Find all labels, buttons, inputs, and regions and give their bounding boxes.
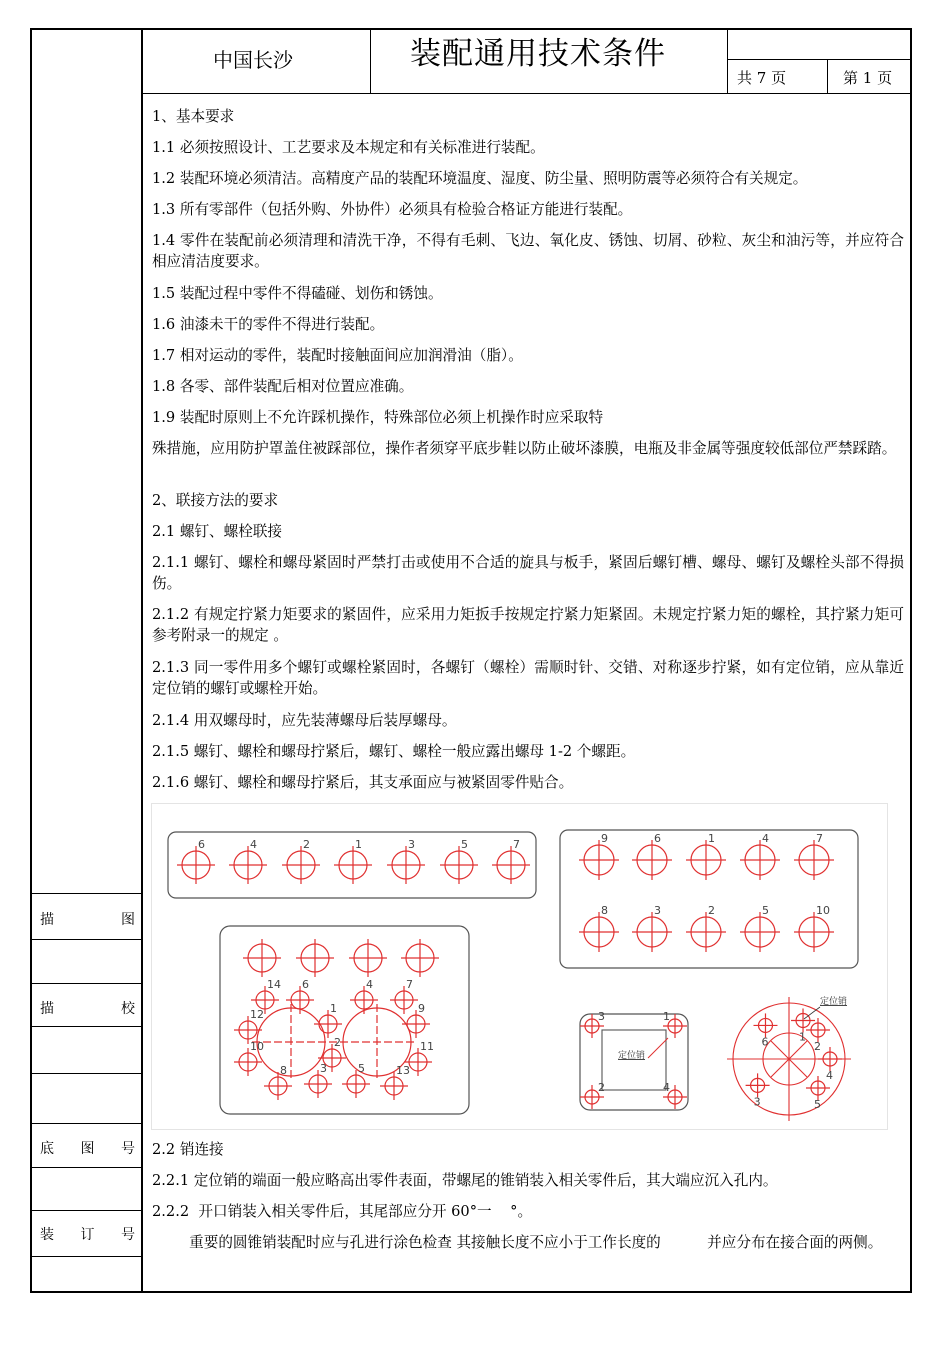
sequence-number: 2 <box>303 838 310 851</box>
side-char: 装 <box>40 1227 54 1243</box>
side-divider <box>30 1210 143 1211</box>
leader-line <box>648 1038 668 1058</box>
side-char: 描 <box>40 912 54 928</box>
sequence-number: 6 <box>654 832 661 845</box>
total-pages: 共 7 页 <box>737 69 787 87</box>
paragraph: 1.4 零件在装配前必须清理和清洗干净，不得有毛刺、飞边、氧化皮、锈蚀、切屑、砂粒、灰尘和油污等，并应符合相应清洁度要求。 <box>152 232 904 270</box>
sequence-number: 8 <box>601 904 608 917</box>
side-char: 校 <box>121 1001 135 1017</box>
tightening-diagram <box>152 804 887 1129</box>
paragraph: 2.2.2 开口销装入相关零件后，其尾部应分开 60°一 °。 <box>152 1203 533 1220</box>
sequence-number: 14 <box>267 978 281 991</box>
sequence-number: 1 <box>330 1002 337 1015</box>
paragraph: 2.1.2 有规定拧紧力矩要求的紧固件，应采用力矩扳手按规定拧紧力矩紧固。未规定拧紧力矩的螺栓，其拧紧力矩可参考附录一的规定 。 <box>152 606 904 644</box>
sequence-number: 2 <box>708 904 715 917</box>
sequence-number: 6 <box>302 978 309 991</box>
paragraph: 2.2.1 定位销的端面一般应略高出零件表面，带螺尾的锥销装入相关零件后，其大端应沉入孔内。 <box>152 1172 778 1189</box>
side-char: 订 <box>80 1227 95 1243</box>
paragraph: 2.1.4 用双螺母时，应先装薄螺母后装厚螺母。 <box>152 712 457 729</box>
sequence-number: 4 <box>826 1069 833 1082</box>
sequence-number: 3 <box>753 1095 761 1109</box>
sequence-number: 4 <box>250 838 257 851</box>
paragraph: 1.8 各零、部件装配后相对位置应准确。 <box>152 378 414 395</box>
side-char: 描 <box>40 1001 54 1017</box>
side-divider <box>30 939 143 940</box>
side-divider <box>30 1026 143 1027</box>
locating-pin-label: 定位销 <box>618 1051 646 1061</box>
side-divider <box>30 983 143 984</box>
sequence-number: 4 <box>366 978 373 991</box>
sequence-number: 10 <box>250 1040 264 1053</box>
sequence-number: 4 <box>762 832 769 845</box>
side-divider <box>30 893 143 894</box>
header-bottom-line <box>143 93 912 94</box>
paragraph: 2.1.5 螺钉、螺栓和螺母拧紧后，螺钉、螺栓一般应露出螺母 1-2 个螺距。 <box>152 743 636 760</box>
side-char: 号 <box>121 1141 135 1157</box>
sequence-number: 7 <box>406 978 413 991</box>
paragraph: 1.9 装配时原则上不允许踩机操作，特殊部位必须上机操作时应采取特 <box>152 409 604 426</box>
location-label: 中国长沙 <box>213 48 293 72</box>
leader-line <box>804 1007 820 1019</box>
sequence-number: 3 <box>598 1010 605 1023</box>
sequence-number: 2 <box>598 1081 605 1094</box>
side-char: 图 <box>80 1141 95 1157</box>
side-label-miao-tu <box>40 909 135 929</box>
sequence-number: 1 <box>355 838 362 851</box>
binding-column <box>30 28 143 1293</box>
sequence-number: 1 <box>799 1030 807 1044</box>
side-char: 图 <box>121 912 135 928</box>
sequence-number: 3 <box>408 838 415 851</box>
sequence-number: 2 <box>813 1040 821 1054</box>
sequence-number: 4 <box>663 1081 670 1094</box>
plate-outline <box>580 1014 688 1110</box>
paragraph: 重要的圆锥销装配时应与孔进行涂色检查 其接触长度不应小于工作长度的 并应分布在接合面的两侧。 <box>152 1234 883 1251</box>
side-divider <box>30 1073 143 1074</box>
sequence-number: 5 <box>358 1062 365 1075</box>
paragraph: 1.2 装配环境必须清洁。高精度产品的装配环境温度、湿度、防尘量、照明防震等必须符合有关规定。 <box>152 170 808 187</box>
side-divider <box>30 1256 143 1257</box>
subsection-heading: 2.2 销连接 <box>152 1141 224 1158</box>
sequence-number: 11 <box>420 1040 434 1053</box>
sequence-number: 5 <box>762 904 769 917</box>
sequence-number: 9 <box>418 1002 425 1015</box>
header-divider <box>827 60 828 93</box>
header-divider <box>727 59 912 60</box>
sequence-number: 12 <box>250 1008 264 1021</box>
sequence-number: 13 <box>396 1064 410 1077</box>
sequence-number: 1 <box>708 832 715 845</box>
sequence-number: 3 <box>320 1062 327 1075</box>
sequence-number: 1 <box>663 1010 670 1023</box>
sequence-number: 9 <box>601 832 608 845</box>
side-char: 号 <box>121 1227 135 1243</box>
sequence-number: 6 <box>761 1035 769 1049</box>
paragraph: 1.6 油漆未干的零件不得进行装配。 <box>152 316 385 333</box>
paragraph: 1.3 所有零部件（包括外购、外协件）必须具有检验合格证方能进行装配。 <box>152 201 633 218</box>
sequence-number: 10 <box>816 904 830 917</box>
paragraph: 1.1 必须按照设计、工艺要求及本规定和有关标准进行装配。 <box>152 139 545 156</box>
section-heading: 2、联接方法的要求 <box>152 492 279 509</box>
sequence-number: 7 <box>513 838 520 851</box>
side-divider <box>30 1167 143 1168</box>
page-title: 装配通用技术条件 <box>410 36 666 72</box>
sequence-number: 7 <box>816 832 823 845</box>
header-divider <box>370 28 371 93</box>
sequence-number: 3 <box>654 904 661 917</box>
current-page: 第 1 页 <box>843 69 893 87</box>
paragraph: 1.7 相对运动的零件，装配时接触面间应加润滑油（脂）。 <box>152 347 523 364</box>
side-char: 底 <box>40 1141 54 1157</box>
side-label-miao-jiao <box>40 998 135 1018</box>
paragraph: 2.1.6 螺钉、螺栓和螺母拧紧后，其支承面应与被紧固零件贴合。 <box>152 774 574 791</box>
paragraph: 殊措施，应用防护罩盖住被踩部位，操作者须穿平底步鞋以防止破坏漆膜，电瓶及非金属等强度较低部位严禁踩踏。 <box>152 440 897 457</box>
sequence-number: 6 <box>198 838 205 851</box>
side-divider <box>30 1123 143 1124</box>
side-label-di-tu-hao <box>40 1138 135 1158</box>
sequence-number: 5 <box>813 1097 821 1111</box>
bolt-tightening-sequence-figure <box>151 803 888 1130</box>
paragraph: 2.1.1 螺钉、螺栓和螺母紧固时严禁打击或使用不合适的旋具与板手，紧固后螺钉槽、螺母、螺钉及螺栓头部不得损伤。 <box>152 554 904 592</box>
paragraph: 1.5 装配过程中零件不得磕碰、划伤和锈蚀。 <box>152 285 443 302</box>
sequence-number: 2 <box>334 1036 341 1049</box>
header-divider <box>727 28 728 93</box>
subsection-heading: 2.1 螺钉、螺栓联接 <box>152 523 283 540</box>
locating-pin-label: 定位销 <box>820 997 848 1007</box>
sequence-number: 5 <box>461 838 468 851</box>
sequence-number: 8 <box>280 1064 287 1077</box>
paragraph: 2.1.3 同一零件用多个螺钉或螺栓紧固时，各螺钉（螺栓）需顺时针、交错、对称逐步拧紧，如有定位销，应从靠近定位销的螺钉或螺栓开始。 <box>152 659 904 697</box>
section-heading: 1、基本要求 <box>152 108 235 125</box>
side-label-zhuang-ding-hao <box>40 1224 135 1244</box>
